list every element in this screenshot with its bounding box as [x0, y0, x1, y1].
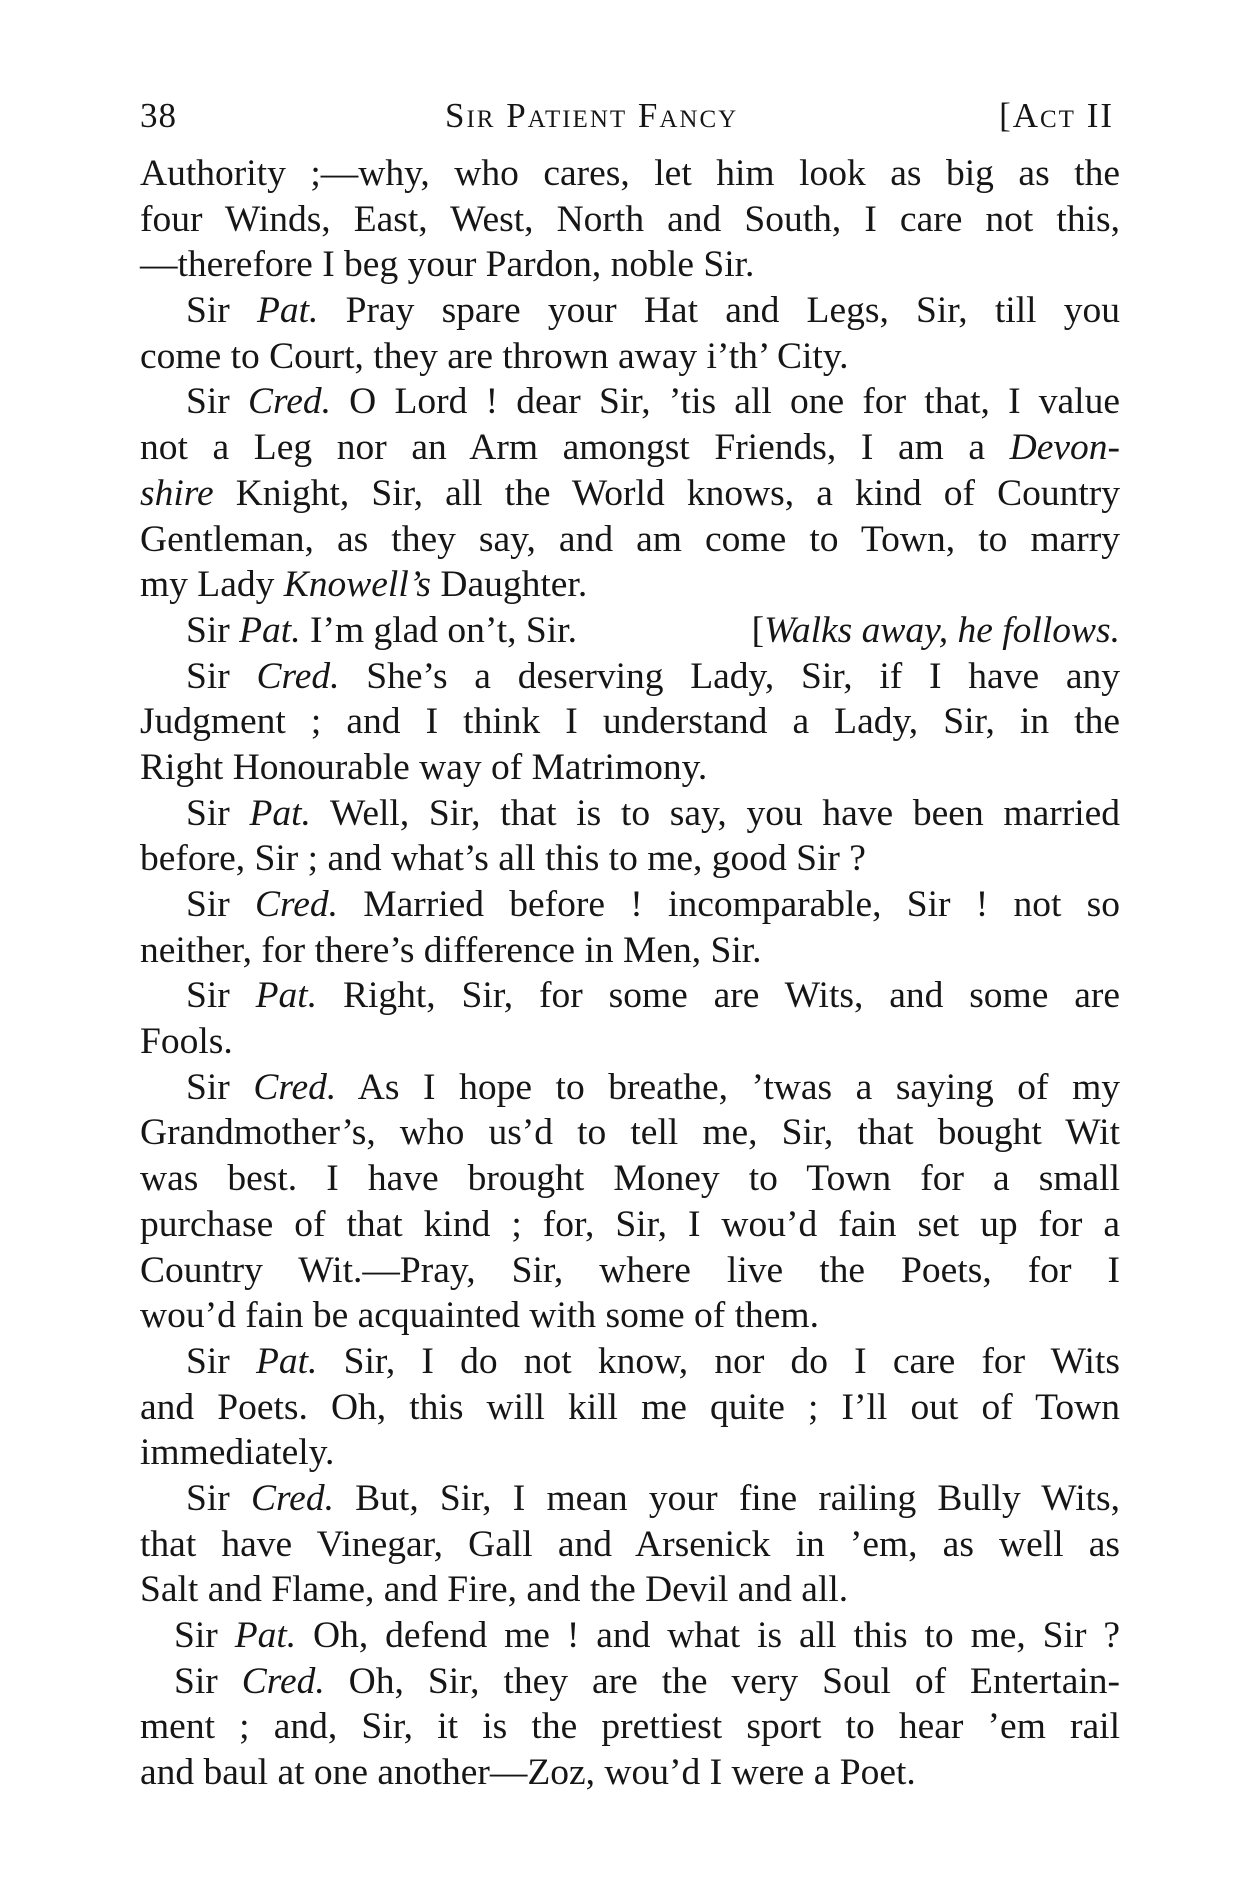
body-text: [140, 151, 1120, 1796]
speaker-prefix: Sir: [186, 884, 256, 925]
speaker-name: Cred.: [250, 1477, 334, 1519]
text-line: Judgment ; and I think I understand a Lady, Sir, in the: [140, 701, 1120, 743]
text-line: Sir Cred. As I hope to breathe, ’twas a saying of my: [186, 1066, 1120, 1108]
speaker-prefix: Sir: [186, 609, 240, 651]
text-line: not a Leg nor an Arm amongst Friends, I am a Devon-: [140, 427, 1120, 469]
text-line: Right Honourable way of Matrimony.: [140, 746, 708, 788]
page-number: 38: [140, 96, 177, 135]
text-line: neither, for there’s difference in Men, Sir.: [140, 929, 762, 971]
text-line: Sir Cred. Oh, Sir, they are the very Soul of Entertain-: [174, 1660, 1120, 1702]
running-header: [140, 96, 1120, 146]
speaker-name: Cred.: [241, 1660, 325, 1702]
text-line: Sir Pat. Right, Sir, for some are Wits, and some are: [186, 975, 1121, 1017]
speaker-prefix: Sir: [186, 1066, 254, 1108]
speaker-name: Pat.: [249, 792, 311, 834]
speaker-name: Pat.: [234, 1615, 297, 1656]
speaker-name: Cred.: [247, 381, 331, 423]
speaker-prefix: Sir: [186, 655, 257, 697]
text-line: Authority ;—why, who cares, let him look as big as the: [140, 153, 1120, 194]
speaker-prefix: Sir: [174, 1615, 235, 1656]
speaker-name: Cred.: [256, 655, 340, 697]
text-line: come to Court, they are thrown away i’th’ City.: [140, 335, 849, 377]
text-line: Sir Pat. I’m glad on’t, Sir. [Walks away, he follows.: [140, 608, 1120, 654]
text-line: Grandmother’s, who us’d to tell me, Sir, that bought Wit: [140, 1112, 1120, 1154]
text-line: and baul at one another—Zoz, wou’d I were a Poet.: [140, 1752, 916, 1794]
text-line: Sir Pat. Oh, defend me ! and what is all this to me, Sir ?: [174, 1615, 1121, 1656]
speaker-name: Pat.: [239, 609, 301, 651]
text-line: Sir Cred. Married before ! incomparable, Sir ! not so: [186, 884, 1120, 925]
text-line: that have Vinegar, Gall and Arsenick in ’em, as well as: [140, 1523, 1120, 1565]
text-line: —therefore I beg your Pardon, noble Sir.: [140, 244, 755, 286]
text-line: before, Sir ; and what’s all this to me, good Sir ?: [140, 838, 866, 880]
speaker-prefix: Sir: [186, 792, 250, 834]
text-line: Country Wit.—Pray, Sir, where live the Poets, for I: [140, 1249, 1120, 1291]
text-line: Sir Pat. Pray spare your Hat and Legs, Sir, till you: [186, 290, 1120, 332]
text-line: Fools.: [140, 1021, 233, 1063]
text-line: and Poets. Oh, this will kill me quite ; I’ll out of Town: [140, 1386, 1120, 1428]
speaker-prefix: Sir: [186, 381, 248, 423]
speaker-name: Pat.: [255, 1340, 318, 1382]
stage-direction: [Walks away, he follows.: [751, 609, 1120, 651]
text-line: four Winds, East, West, North and South, I care not this,: [140, 198, 1120, 240]
text-line: Sir Cred. But, Sir, I mean your fine railing Bully Wits,: [186, 1477, 1120, 1519]
text-line: Gentleman, as they say, and am come to Town, to marry: [140, 518, 1120, 560]
speaker-name: Cred.: [255, 884, 338, 925]
speaker-prefix: Sir: [186, 1477, 251, 1519]
text-line: ment ; and, Sir, it is the prettiest sport to hear ’em rail: [140, 1706, 1120, 1748]
text-line: my Lady Knowell’s Daughter.: [140, 564, 588, 606]
text-line: Sir Cred. She’s a deserving Lady, Sir, if I have any: [186, 655, 1120, 697]
text-line: Sir Pat. Well, Sir, that is to say, you have been married: [186, 792, 1121, 834]
text-line: Sir Pat. Sir, I do not know, nor do I care for Wits: [186, 1340, 1120, 1382]
speaker-name: Cred.: [253, 1066, 337, 1108]
speaker-prefix: Sir: [174, 1660, 242, 1702]
speaker-name: Pat.: [256, 290, 319, 332]
speaker-prefix: Sir: [186, 975, 256, 1017]
text-line: wou’d fain be acquainted with some of them.: [140, 1295, 819, 1337]
text-line: shire Knight, Sir, all the World knows, a kind of Country: [140, 472, 1120, 514]
speaker-prefix: Sir: [186, 290, 257, 332]
text-line: purchase of that kind ; for, Sir, I wou’d fain set up for a: [140, 1203, 1120, 1245]
act-marker: [Act II: [999, 96, 1114, 135]
speaker-name: Pat.: [255, 975, 318, 1017]
text-line: immediately.: [140, 1432, 335, 1474]
text-line: Salt and Flame, and Fire, and the Devil and all.: [140, 1569, 849, 1611]
running-title: Sir Patient Fancy: [445, 96, 739, 135]
text-line: Sir Cred. O Lord ! dear Sir, ’tis all one for that, I value: [186, 381, 1120, 423]
speaker-prefix: Sir: [186, 1340, 256, 1382]
text-line: was best. I have brought Money to Town for a small: [140, 1158, 1120, 1200]
